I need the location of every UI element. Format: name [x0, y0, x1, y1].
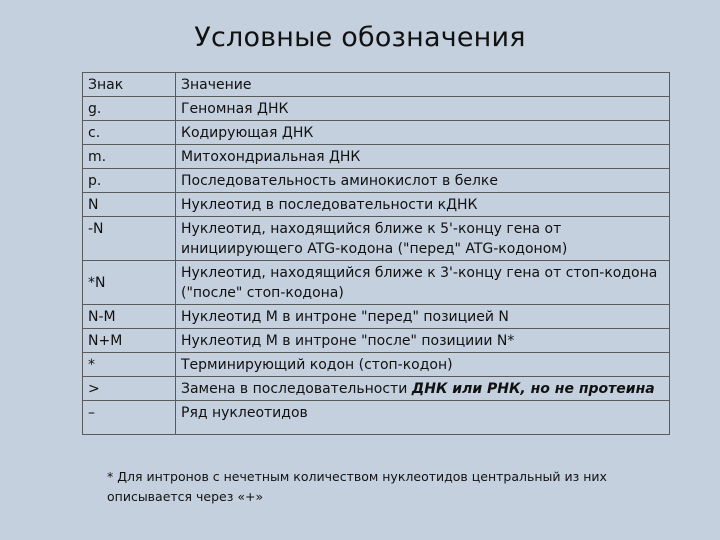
row-symbol: N	[83, 193, 176, 217]
row-meaning-prefix: Замена в последовательности	[181, 381, 412, 397]
row-meaning: Ряд нуклеотидов	[176, 401, 670, 435]
table-row	[83, 217, 670, 261]
row-meaning: Нуклеотид, находящийся ближе к 3'-концу гена от стоп-кодона ("после" стоп-кодона)	[176, 261, 670, 305]
row-symbol: *N	[83, 261, 176, 305]
row-symbol: p.	[83, 169, 176, 193]
footnote: * Для интронов с нечетным количеством нуклеотидов центральный из них описывается через «+»	[107, 469, 607, 504]
row-symbol: N+M	[83, 329, 176, 353]
table-row	[83, 305, 670, 329]
row-meaning: Последовательность аминокислот в белке	[176, 169, 670, 193]
row-symbol: m.	[83, 145, 176, 169]
row-meaning: Кодирующая ДНК	[176, 121, 670, 145]
row-symbol: -N	[83, 217, 176, 261]
table-row	[83, 261, 670, 305]
row-symbol: *	[83, 353, 176, 377]
row-meaning: Терминирующий кодон (стоп-кодон)	[176, 353, 670, 377]
row-meaning-emphasis: ДНК или РНК, но не протеина	[411, 381, 655, 397]
header-meaning: Значение	[176, 73, 670, 97]
row-meaning: Нуклеотид в последовательности кДНК	[176, 193, 670, 217]
row-meaning: Геномная ДНК	[176, 97, 670, 121]
row-meaning: Нуклеотид M в интроне "перед" позицией N	[176, 305, 670, 329]
row-symbol: g.	[83, 97, 176, 121]
table-row	[83, 193, 670, 217]
row-symbol: c.	[83, 121, 176, 145]
table-row	[83, 97, 670, 121]
table-row	[83, 121, 670, 145]
table-header-row	[83, 73, 670, 97]
header-symbol: Знак	[83, 73, 176, 97]
row-symbol: >	[83, 377, 176, 401]
table-row	[83, 169, 670, 193]
table-row	[83, 329, 670, 353]
table-row	[83, 145, 670, 169]
row-symbol: –	[83, 401, 176, 435]
row-symbol: N-M	[83, 305, 176, 329]
page-title: Условные обозначения	[194, 22, 526, 53]
table-row	[83, 377, 670, 401]
table-row	[83, 353, 670, 377]
legend-table	[82, 72, 670, 435]
table-row	[83, 401, 670, 435]
row-meaning: Нуклеотид M в интроне "после" позициии N*	[176, 329, 670, 353]
row-meaning: Митохондриальная ДНК	[176, 145, 670, 169]
row-meaning	[176, 377, 670, 401]
row-meaning: Нуклеотид, находящийся ближе к 5'-концу гена от инициирующего ATG-кодона ("перед" ATG-кодоном)	[176, 217, 670, 261]
